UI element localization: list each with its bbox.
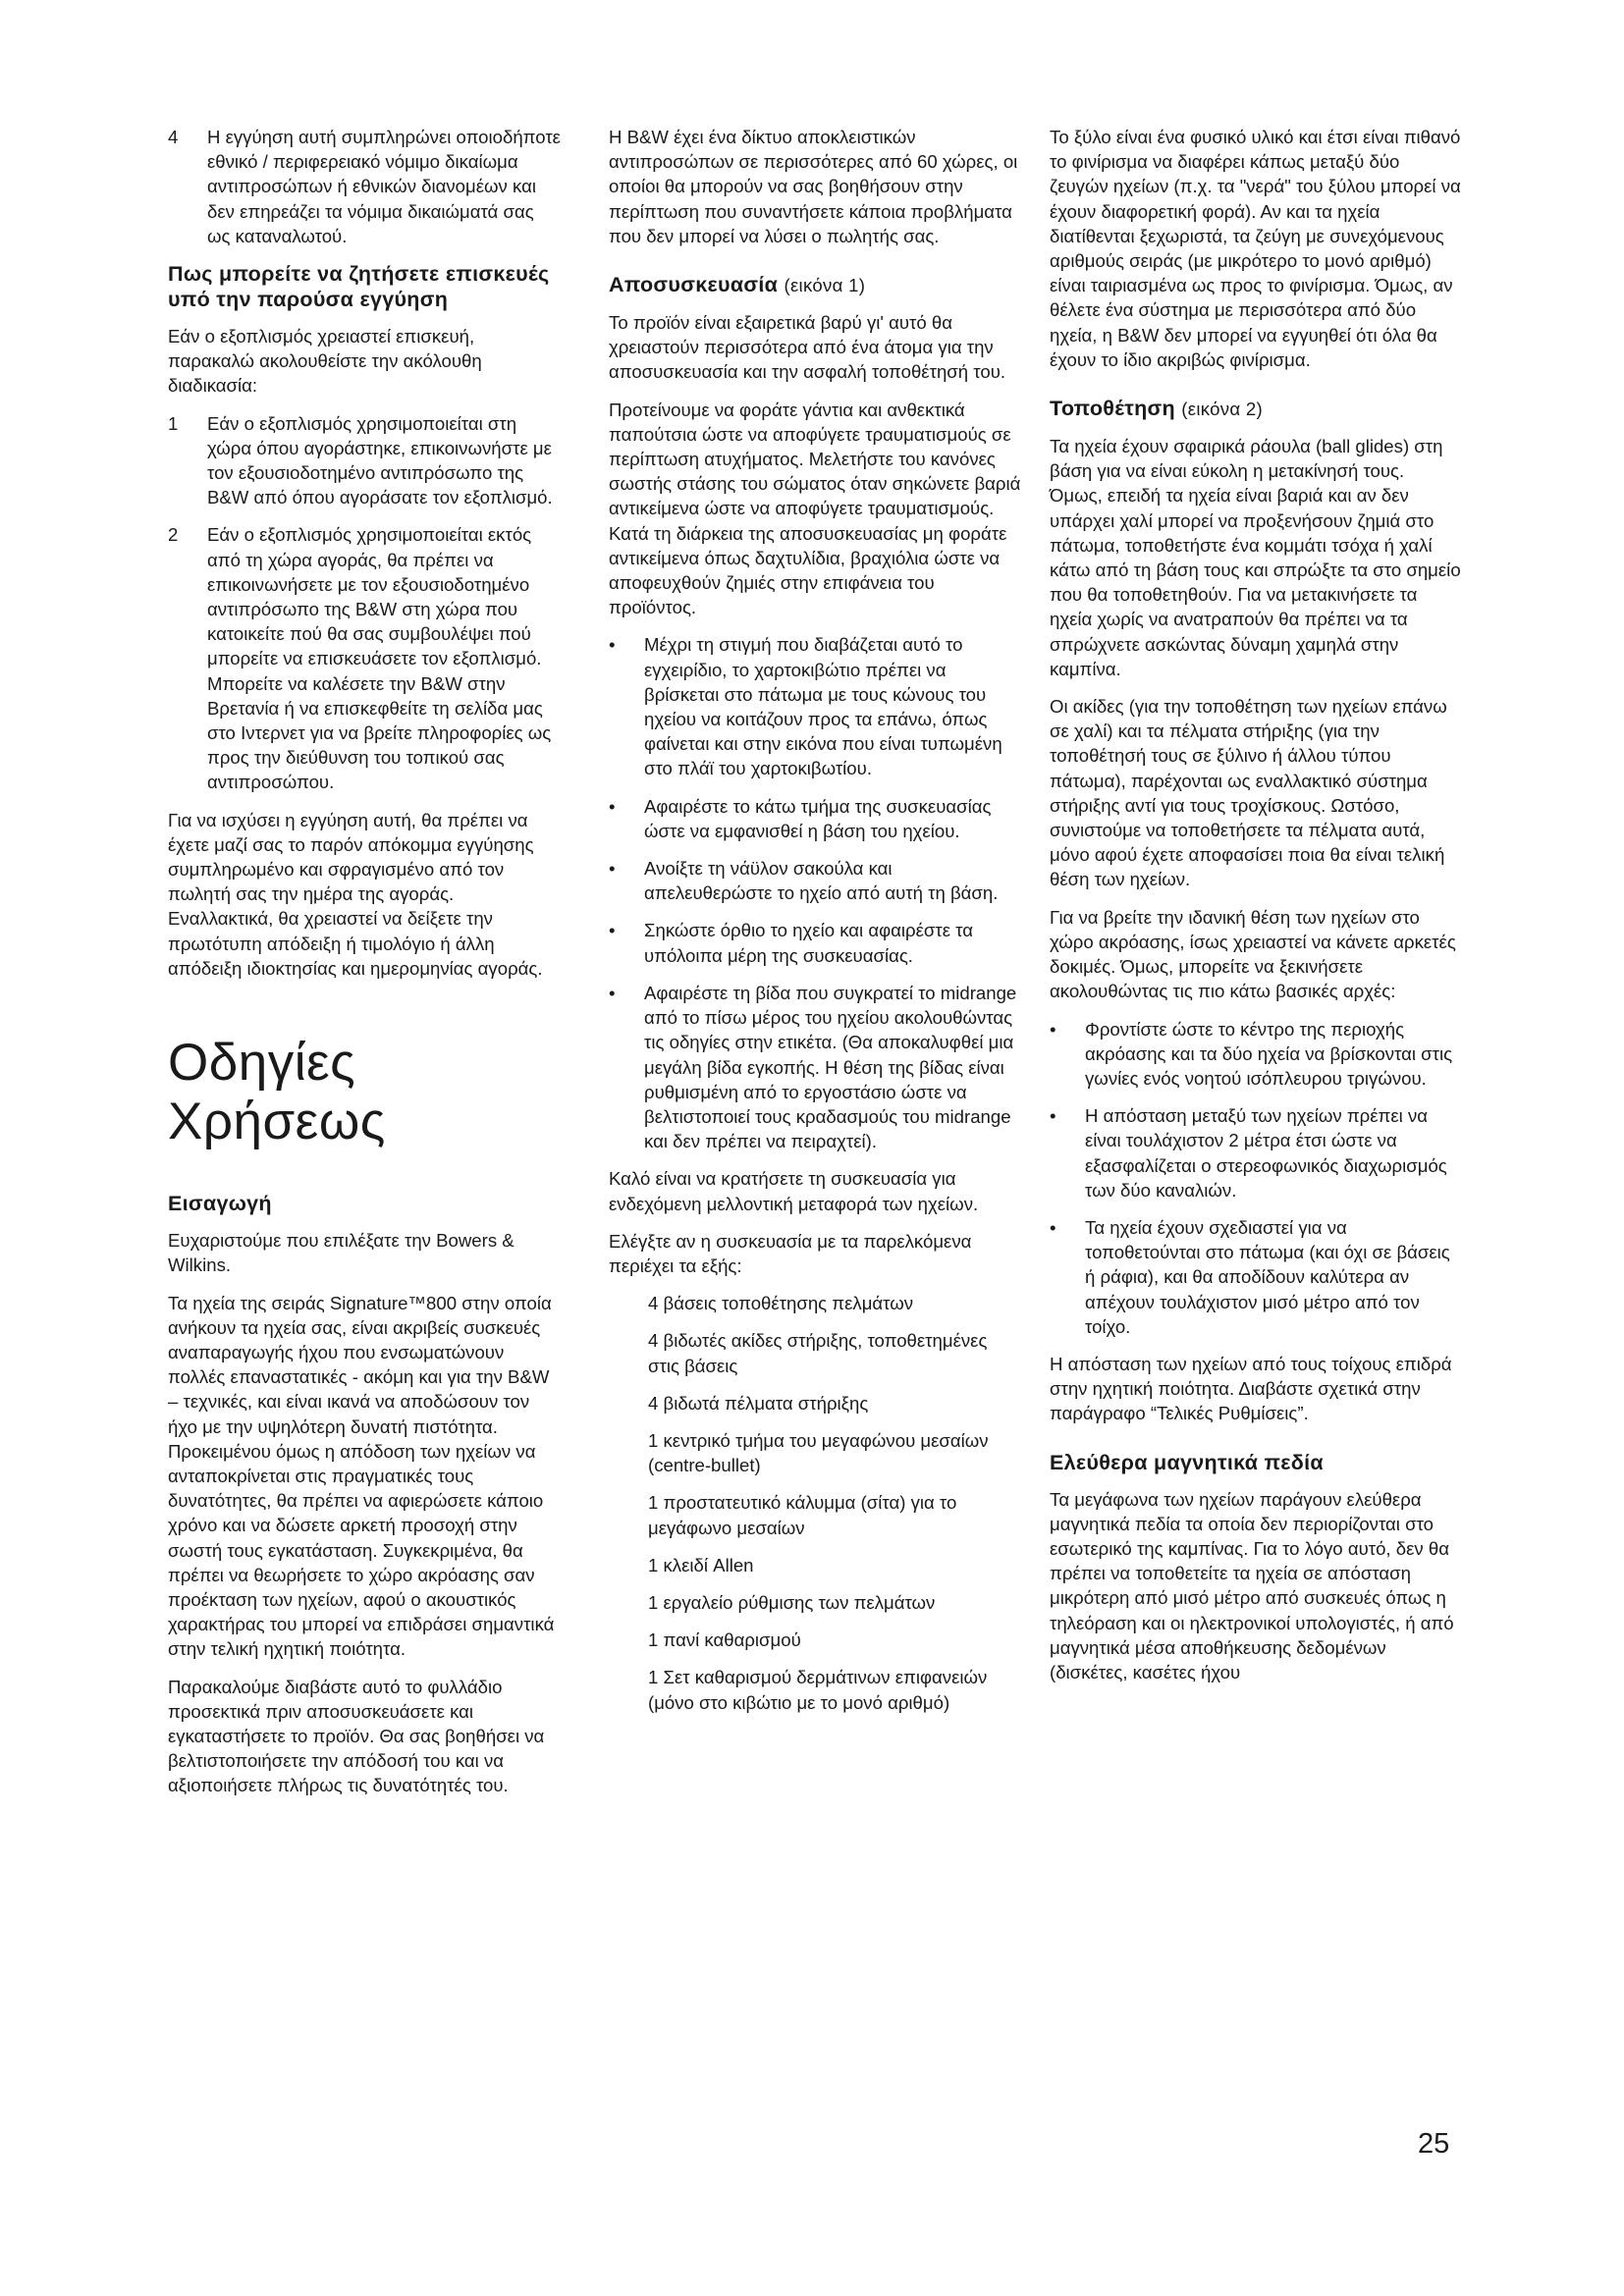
bullet-text: Φροντίστε ώστε το κέντρο της περιοχής ακρόασης και τα δύο ηχεία να βρίσκονται στις γωνίες ενός νοητού ισόπλευρου τριγώνου. [1085,1018,1453,1089]
unpack-bullet [609,794,1021,843]
contents-item: 1 πανί καθαρισμού [648,1629,801,1651]
heading-claim: Πως μπορείτε να ζητήσετε επισκευές υπό την παρούσα εγγύηση [168,262,550,312]
bullet-text: Τα ηχεία έχουν σχεδιαστεί για να τοποθετούνται στο πάτωμα (και όχι σε βάσεις ή ράφια), και θα αποδίδουν καλύτερα αν απέχουν τουλάχιστον μισό μέτρο από τον τοίχο. [1085,1216,1450,1337]
placement-paragraph-3: Για να βρείτε την ιδανική θέση των ηχείων στο χώρο ακρόασης, ίσως χρειαστεί να κάνετε αρκετές δοκιμές. Όμως, μπορείτε να ξεκινήσετε ακολουθώντας τις πιο κάτω βασικές αρχές: [1050,906,1456,1002]
contents-item: 1 κεντρικό τμήμα του μεγαφώνου μεσαίων (centre-bullet) [648,1429,989,1476]
heading-text: Τοποθέτηση [1050,397,1175,421]
bullet-text: Η απόσταση μεταξύ των ηχείων πρέπει να είναι τουλάχιστον 2 μέτρα έτσι ώστε να εξασφαλίζεται ο στερεοφωνικός διαχωρισμός των δύο καναλιών. [1085,1105,1447,1201]
bullet-text: Σηκώστε όρθιο το ηχείο και αφαιρέστε τα υπόλοιπα μέρη της συσκευασίας. [644,920,973,966]
bullet-icon: • [1050,1018,1056,1040]
contents-item: 4 βιδωτές ακίδες στήριξης, τοποθετημένες στις βάσεις [648,1330,988,1376]
bullet-icon: • [609,920,616,941]
unpack-bullet [609,856,1021,905]
contents-item: 1 κλειδί Allen [648,1554,754,1575]
contents-item: 1 προστατευτικό κάλυμμα (σίτα) για το μεγάφωνο μεσαίων [648,1492,957,1538]
intro-paragraph-2: Τα ηχεία της σειράς Signature™800 στην οποία ανήκουν τα ηχεία σας, είναι ακριβείς συσκευές αναπαραγωγής ήχου που ενσωματώνουν πολλές επαναστατικές - ακόμη και για την B&W – τεχνικές, και είναι ικανά να αποδώσουν τον ήχο με την υψηλότερη δυνατή πιστότητα. Προκειμένου όμως η απόδοση των ηχείων να ανταποκρίνεται στις πραγματικές τους δυνατότητες, θα πρέπει να αφιερώσετε κάποιο χρόνο και να δώσετε αρκετή προσοχή στην σωστή τους εγκατάσταση. Συγκεκριμένα, θα πρέπει να θεωρήσετε το χώρο ακρόασης σαν προέκταση των ηχείων, αφού ο ακουστικός χαρακτήρας του μπορεί να επιδράσει σημαντικά στην τελική ηχητική ποιότητα. [168,1292,555,1660]
unpack-bullet [609,981,1021,1153]
placement-paragraph-1: Τα ηχεία έχουν σφαιρικά ράουλα (ball glides) στη βάση για να είναι εύκολη η μετακίνησή τους. Όμως, επειδή τα ηχεία είναι βαριά και αν δεν υπάρχει χαλί μπορεί να προξενήσουν ζημιά στο πάτωμα, τοποθετήστε ένα κομμάτι τσόχα ή χαλί κάτω από τη βάση τους και σπρώξτε τα στο σημείο που θα τοποθετηθούν. Για να μετακινήσετε τα ηχεία χωρίς να ανατραπούν θα πρέπει να τα σπρώχνετε ασκώντας δύναμη χαμηλά στην καμπίνα. [1050,436,1461,679]
bullet-icon: • [1050,1105,1056,1127]
column-1 [168,125,561,1811]
bullet-icon: • [609,634,616,656]
unpack-bullet [609,632,1021,780]
heading-placement [1050,396,1462,422]
bullet-icon: • [609,858,616,880]
heading-magnetic: Ελεύθερα μαγνητικά πεδία [1050,1450,1324,1474]
item-text: Εάν ο εξοπλισμός χρησιμοποιείται στη χώρα όπου αγοράστηκε, επικοινωνήστε με τον εξουσιοδοτημένο αντιπρόσωπο της B&W από όπου αγοράσατε τον εξοπλισμό. [207,412,553,508]
bullet-icon: • [1050,1216,1056,1238]
unpack-paragraph-1: Το προϊόν είναι εξαιρετικά βαρύ γι' αυτό θα χρειαστούν περισσότερα από ένα άτομα για την αποσυσκευασία και την ασφαλή τοποθέτησή του. [609,312,1006,383]
placement-bullet [1050,1103,1462,1202]
contents-item: 1 εργαλείο ρύθμισης των πελμάτων [648,1591,936,1613]
item-number: 4 [168,127,179,147]
bullet-icon: • [609,795,616,817]
placement-paragraph-2: Οι ακίδες (για την τοποθέτηση των ηχείων επάνω σε χαλί) και τα πέλματα στήριξης (για την τοποθέτησή τους σε ξύλινο ή άλλου τύπου πάτωμα), παρέχονται ως εναλλακτικό σύστημα στήριξης αντί για τους τροχίσκους. Ωστόσο, συνιστούμε να τοποθετήσετε τα πέλματα αυτά, μόνο αφού έχετε αποφασίσει ποια θα είναι τελική θέση των ηχείων. [1050,696,1447,890]
page-title: Οδηγίες Χρήσεως [168,1034,386,1151]
unpack-paragraph-2: Προτείνουμε να φοράτε γάντια και ανθεκτικά παπούτσια ώστε να αποφύγετε τραυματισμούς σε περίπτωση ατυχήματος. Μελετήστε του κανόνες σωστής στάσης του σώματος όταν σηκώνετε βαριά αντικείμενα ώστε να αποφύγετε τραυματισμούς. Κατά τη διάρκεια της αποσυσκευασίας μη φοράτε αντικείμενα όπως δαχτυλίδια, βραχιόλια ώστε να αποφευχθούν ζημιές στην επιφάνεια του προϊόντος. [609,399,1021,618]
placement-bullet [1050,1215,1462,1339]
heading-text: Αποσυσκευασία [609,273,779,297]
column-2 [609,125,1021,1728]
wood-paragraph: Το ξύλο είναι ένα φυσικό υλικό και έτσι είναι πιθανό το φινίρισμα να διαφέρει κάπως μεταξύ δύο ζευγών ηχείων (π.χ. τα "νερά" του ξύλου μπορεί να έχουν διαφορετική φορά). Αν και τα ηχεία διατίθενται ξεχωριστά, τα ζεύγη με συνεχόμενους αριθμούς σειράς (με μικρότερο το μονό αριθμό) είναι ταιριασμένα ως προς το φινίρισμα. Όμως, αν θέλετε ένα σύστημα με περισσότερα από δύο ηχεία, η B&W δεν μπορεί να εγγυηθεί ότι όλα θα έχουν το ίδιο ακριβώς φινίρισμα. [1050,127,1461,370]
placement-paragraph-4: Η απόσταση των ηχείων από τους τοίχους επιδρά στην ηχητική ποιότητα. Διαβάστε σχετικά στην παράγραφο “Τελικές Ρυθμίσεις”. [1050,1353,1452,1424]
figure-ref: (εικόνα 2) [1181,399,1264,420]
intro-paragraph-3: Παρακαλούμε διαβάστε αυτό το φυλλάδιο προσεκτικά πριν αποσυσκευάσετε και εγκαταστήσετε το προϊόν. Θα σας βοηθήσει να βελτιστοποιήσετε την απόδοσή του και να αξιοποιήσετε πλήρως τις δυνατότητές του. [168,1676,545,1796]
bullet-text: Αφαιρέστε το κάτω τμήμα της συσκευασίας ώστε να εμφανισθεί η βάση του ηχείου. [644,795,992,841]
claim-item-1 [168,411,561,510]
network-paragraph: Η B&W έχει ένα δίκτυο αποκλειστικών αντιπροσώπων σε περισσότερες από 60 χώρες, οι οποίοι θα μπορούν να σας βοηθήσουν στην περίπτωση που συναντήσετε κάποια προβλήματα που δεν μπορεί να λύσει ο πωλητής σας. [609,127,1018,246]
bullet-text: Ανοίξτε τη νάϋλον σακούλα και απελευθερώστε το ηχείο από αυτή τη βάση. [644,858,999,904]
item-text: Η εγγύηση αυτή συμπληρώνει οποιοδήποτε εθνικό / περιφερειακό νόμιμο δικαίωμα αντιπροσώπων ή εθνικών διανομέων και δεν επηρεάζει τα νόμιμα δικαιώματά σας ως καταναλωτού. [207,127,561,246]
item-number: 2 [168,524,179,546]
contents-item: 1 Σετ καθαρισμού δερμάτινων επιφανειών (μόνο στο κιβώτιο με το μονό αριθμό) [648,1667,988,1713]
magnetic-paragraph: Τα μεγάφωνα των ηχείων παράγουν ελεύθερα μαγνητικά πεδία τα οποία δεν περιορίζονται στο εσωτερικό της καμπίνας. Για το λόγο αυτό, δεν θα πρέπει να τοποθετείτε τα ηχεία σε απόσταση μικρότερη από μισό μέτρο από συσκευές όπως η τηλεόραση και οι ηλεκτρονικοί υπολογιστές, ή από μαγνητικά μέσα αποθήκευσης δεδομένων (δισκέτες, κασέτες ήχου [1050,1488,1454,1682]
check-contents: Ελέγξτε αν η συσκευασία με τα παρελκόμενα περιέχει τα εξής: [609,1230,972,1276]
bullet-text: Αφαιρέστε τη βίδα που συγκρατεί το midrange από το πίσω μέρος του ηχείου ακολουθώντας τις οδηγίες στην ετικέτα. (Θα αποκαλυφθεί μια μεγάλη βίδα εγκοπής. Η θέση της βίδας είναι ρυθμισμένη από το εργοστάσιο ώστε να βελτιστοποιεί τους κραδασμούς του midrange και δεν πρέπει να πειραχτεί). [644,982,1017,1152]
unpack-bullet [609,918,1021,967]
keep-packaging: Καλό είναι να κρατήσετε τη συσκευασία για ενδεχόμενη μελλοντική μεταφορά των ηχείων. [609,1168,979,1214]
heading-unpacking [609,272,1021,298]
bullet-text: Μέχρι τη στιγμή που διαβάζεται αυτό το εγχειρίδιο, το χαρτοκιβώτιο πρέπει να βρίσκεται στο πάτωμα με τους κώνους του ηχείου να κοιτάζουν προς τα επάνω, όπως φαίνεται και στην εικόνα που είναι τυπωμένη στο πλάϊ του χαρτοκιβωτίου. [644,634,1002,779]
contents-item: 4 βιδωτά πέλματα στήριξης [648,1392,869,1414]
column-3 [1050,125,1462,1697]
item-number: 1 [168,412,179,434]
contents-item: 4 βάσεις τοποθέτησης πελμάτων [648,1293,914,1314]
placement-bullet [1050,1017,1462,1092]
validity-paragraph: Για να ισχύσει η εγγύηση αυτή, θα πρέπει να έχετε μαζί σας το παρόν απόκομμα εγγύησης συμπληρωμένο και σφραγισμένο από τον πωλητή σας την ημέρα της αγοράς. Εναλλακτικά, θα χρειαστεί να δείξετε την πρωτότυπη απόδειξη ή τιμολόγιο ή άλλη απόδειξη ιδιοκτησίας και ημερομηνίας αγοράς. [168,809,543,979]
page-number: 25 [1418,2128,1450,2160]
claim-item-2 [168,522,561,794]
bullet-icon: • [609,982,616,1003]
figure-ref: (εικόνα 1) [784,275,866,296]
warranty-item-4 [168,125,561,248]
heading-intro: Εισαγωγή [168,1192,272,1216]
claim-intro: Εάν ο εξοπλισμός χρειαστεί επισκευή, παρακαλώ ακολουθείστε την ακόλουθη διαδικασία: [168,326,482,397]
item-text: Εάν ο εξοπλισμός χρησιμοποιείται εκτός από τη χώρα αγοράς, θα πρέπει να επικοινωνήσετε με τον εξουσιοδοτημένο αντιπρόσωπο της B&W στη χώρα που κατοικείτε πού θα σας συμβουλέψει πού μπορείτε να επισκευάσετε τον εξοπλισμό. Μπορείτε να καλέσετε την B&W στην Βρετανία ή να επισκεφθείτε τη σελίδα μας στο Ιντερνετ για να βρείτε πληροφορίες ως προς την διεύθυνση του τοπικού σας αντιπροσώπου. [207,524,552,793]
intro-paragraph-1: Ευχαριστούμε που επιλέξατε την Bowers & Wilkins. [168,1230,514,1276]
